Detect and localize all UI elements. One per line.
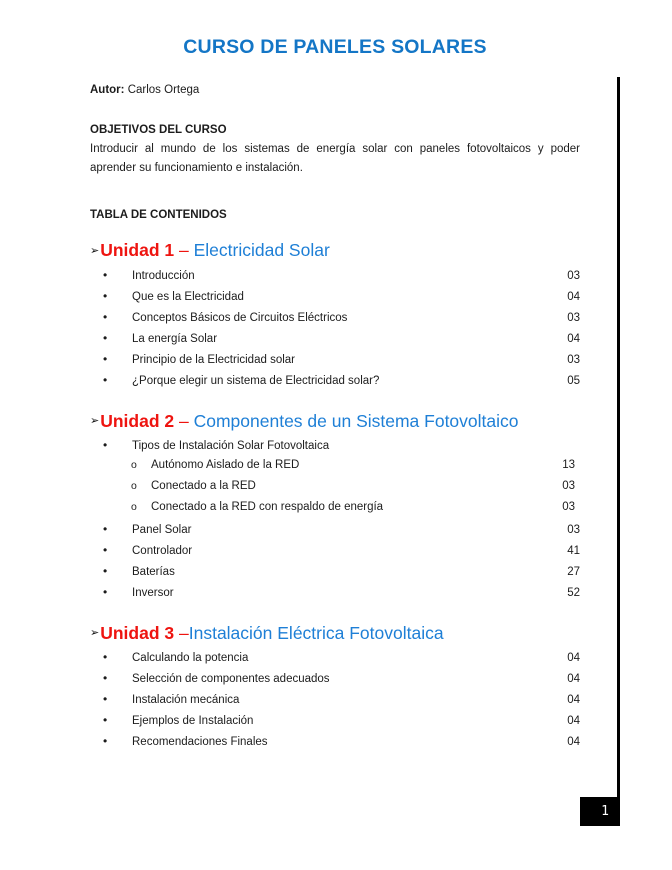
- bullet-icon: •: [103, 542, 108, 557]
- entry-text: ¿Porque elegir un sistema de Electricidad solar?: [132, 374, 380, 387]
- unit-heading: [90, 411, 580, 431]
- toc-entry: [90, 289, 580, 310]
- unit-separator: –: [174, 240, 194, 261]
- entry-text: Conectado a la RED: [151, 479, 256, 492]
- entry-text: Conectado a la RED con respaldo de energía: [151, 500, 384, 513]
- entry-text: Ejemplos de Instalación: [132, 714, 254, 727]
- toc-entry: [90, 373, 580, 394]
- unit-title: Instalación Eléctrica Fotovoltaica: [188, 622, 444, 643]
- entry-text: La energía Solar: [132, 332, 218, 345]
- arrow-bullet-icon: ➢: [90, 627, 100, 640]
- entry-page-number: 04: [567, 735, 580, 748]
- toc-entry: [90, 585, 580, 606]
- objectives-heading: OBJETIVOS DEL CURSO: [90, 124, 227, 136]
- unit-label: Unidad 1: [100, 240, 175, 261]
- bullet-icon: •: [103, 330, 108, 345]
- bullet-icon: •: [103, 521, 108, 536]
- entry-text: Que es la Electricidad: [132, 290, 244, 303]
- entry-page-number: 04: [567, 714, 580, 727]
- entry-page-number: 04: [567, 332, 580, 345]
- circle-bullet-icon: o: [131, 500, 137, 513]
- unit-item-list: [90, 438, 580, 606]
- bullet-icon: •: [103, 309, 108, 324]
- bullet-icon: •: [103, 691, 108, 706]
- circle-bullet-icon: o: [131, 458, 137, 471]
- toc-entry: [90, 734, 580, 755]
- toc-entry: [90, 352, 580, 373]
- circle-bullet-icon: o: [131, 479, 137, 492]
- toc-entry: [90, 501, 580, 522]
- toc-entry: [90, 692, 580, 713]
- bullet-icon: •: [103, 712, 108, 727]
- arrow-bullet-icon: ➢: [90, 415, 100, 428]
- entry-page-number: 03: [567, 523, 580, 536]
- entry-text: Selección de componentes adecuados: [132, 672, 330, 685]
- toc-entry: [90, 480, 580, 501]
- bullet-icon: •: [103, 437, 108, 452]
- bullet-icon: •: [103, 267, 108, 282]
- bullet-icon: •: [103, 288, 108, 303]
- entry-page-number: 03: [567, 269, 580, 282]
- bullet-icon: •: [103, 670, 108, 685]
- entry-page-number: 04: [567, 693, 580, 706]
- unit-separator: –: [174, 622, 189, 643]
- toc-entry: [90, 268, 580, 289]
- toc-entry: [90, 671, 580, 692]
- entry-page-number: 04: [567, 672, 580, 685]
- toc-entry: [90, 459, 580, 480]
- unit-title: Componentes de un Sistema Fotovoltaico: [193, 410, 519, 431]
- entry-text: Introducción: [132, 269, 195, 282]
- toc-entry: [90, 713, 580, 734]
- bullet-icon: •: [103, 372, 108, 387]
- author-label: Autor:: [90, 84, 125, 96]
- toc-unit: [90, 623, 580, 755]
- arrow-bullet-icon: ➢: [90, 244, 100, 257]
- entry-text: Instalación mecánica: [132, 693, 240, 706]
- toc-unit: [90, 240, 580, 393]
- entry-page-number: 03: [567, 353, 580, 366]
- toc-entry: [90, 438, 580, 459]
- bullet-icon: •: [103, 649, 108, 664]
- entry-page-number: 03: [562, 500, 575, 513]
- entry-page-number: 41: [567, 544, 580, 557]
- entry-page-number: 27: [567, 565, 580, 578]
- toc: [90, 240, 580, 754]
- entry-text: Panel Solar: [132, 523, 192, 536]
- entry-text: Autónomo Aislado de la RED: [151, 458, 300, 471]
- page-content: [90, 0, 580, 755]
- entry-text: Calculando la potencia: [132, 651, 249, 664]
- toc-entry: [90, 331, 580, 352]
- toc-entry: [90, 310, 580, 331]
- bullet-icon: •: [103, 584, 108, 599]
- unit-item-list: [90, 650, 580, 755]
- entry-text: Recomendaciones Finales: [132, 735, 268, 748]
- page-number: 1: [601, 804, 609, 819]
- bullet-icon: •: [103, 563, 108, 578]
- page-title: CURSO DE PANELES SOLARES: [183, 36, 487, 58]
- unit-title: Electricidad Solar: [193, 240, 330, 261]
- bullet-icon: •: [103, 351, 108, 366]
- author-name: Carlos Ortega: [127, 84, 200, 96]
- entry-text: Inversor: [132, 586, 174, 599]
- page-number-box: [580, 797, 620, 826]
- entry-page-number: 04: [567, 290, 580, 303]
- unit-separator: –: [174, 410, 194, 431]
- entry-page-number: 03: [567, 311, 580, 324]
- unit-label: Unidad 3: [100, 622, 175, 643]
- unit-heading: [90, 240, 580, 260]
- entry-text: Controlador: [132, 544, 193, 557]
- objectives-text: Introducir al mundo de los sistemas de energía solar con paneles fotovoltaicos y poder aprender su funcionamiento e instalación.: [90, 143, 580, 174]
- toc-entry: [90, 564, 580, 585]
- toc-entry: [90, 543, 580, 564]
- toc-entry: [90, 650, 580, 671]
- entry-page-number: 04: [567, 651, 580, 664]
- right-border-line: [617, 77, 620, 797]
- bullet-icon: •: [103, 733, 108, 748]
- unit-heading: [90, 623, 580, 643]
- unit-label: Unidad 2: [100, 410, 175, 431]
- entry-text: Principio de la Electricidad solar: [132, 353, 295, 366]
- unit-item-list: [90, 268, 580, 394]
- entry-text: Conceptos Básicos de Circuitos Eléctricos: [132, 311, 348, 324]
- toc-entry: [90, 522, 580, 543]
- toc-heading: TABLA DE CONTENIDOS: [90, 209, 227, 222]
- entry-page-number: 03: [562, 479, 575, 492]
- entry-text: Baterías: [132, 565, 175, 578]
- author-line: [90, 84, 580, 96]
- entry-page-number: 05: [567, 374, 580, 387]
- entry-page-number: 13: [562, 458, 575, 471]
- entry-page-number: 52: [567, 586, 580, 599]
- entry-text: Tipos de Instalación Solar Fotovoltaica: [132, 439, 330, 452]
- toc-unit: [90, 411, 580, 606]
